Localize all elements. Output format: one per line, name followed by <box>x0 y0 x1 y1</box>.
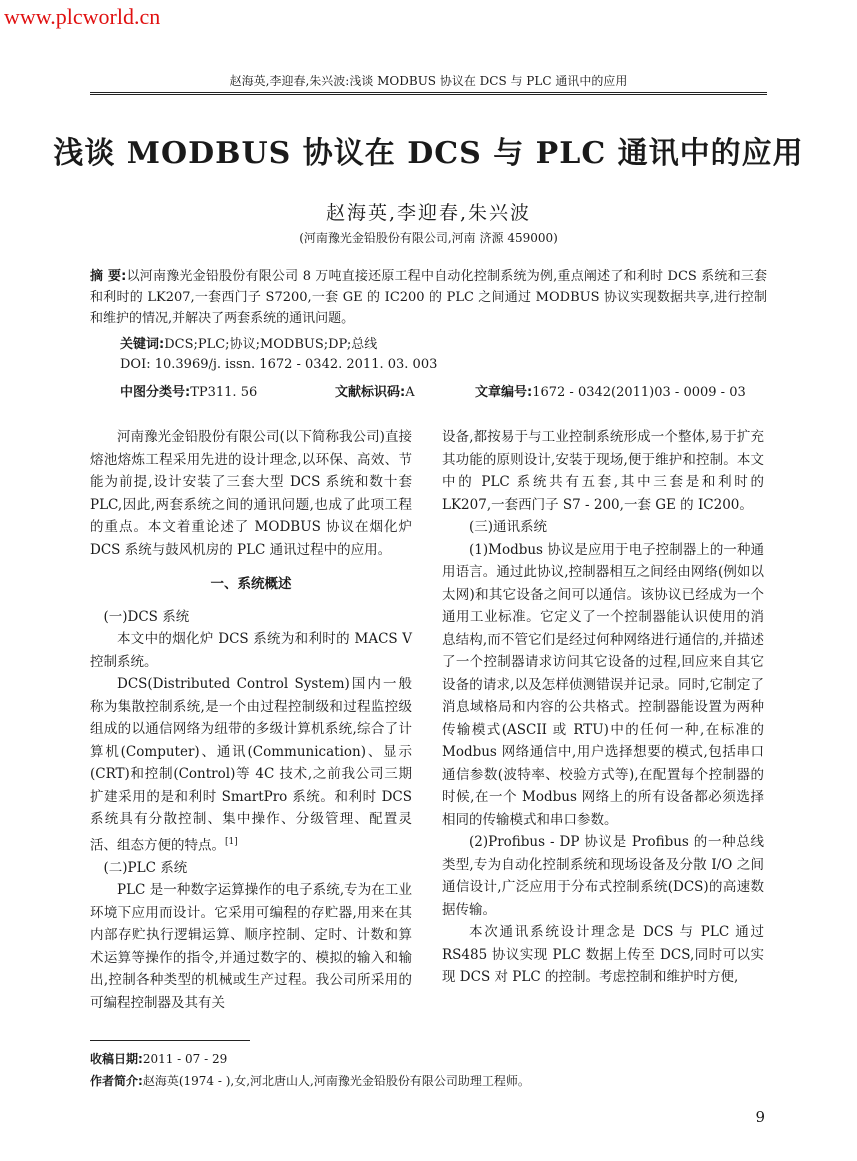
keywords-label: 关键词: <box>120 337 165 352</box>
page-number: 9 <box>755 1108 765 1126</box>
article-no-label: 文章编号: <box>475 385 533 400</box>
subsection-dcs: (一)DCS 系统 <box>103 608 190 625</box>
keywords <box>120 333 770 352</box>
clc-value: TP311. 56 <box>190 385 258 400</box>
paragraph: (2)Profibus - DP 协议是 Profibus 的一种总线类型,专为自动化控制系统和现场设备及分散 I/O 之间通信设计,广泛应用于分布式控制系统(DCS)的高速数据传输。 <box>442 834 764 918</box>
bio-value: 赵海英(1974 - ),女,河北唐山人,河南豫光金铅股份有限公司助理工程师。 <box>142 1074 530 1088</box>
received-label: 收稿日期: <box>90 1052 143 1066</box>
paragraph: 本文中的烟化炉 DCS 系统为和利时的 MACS V控制系统。 <box>90 631 412 670</box>
keywords-text: DCS;PLC;协议;MODBUS;DP;总线 <box>164 337 378 352</box>
paragraph: (1)Modbus 协议是应用于电子控制器上的一种通用语言。通过此协议,控制器相互之间经由网络(例如以太网)和其它设备之间可以通信。该协议已经成为一个通用工业标准。它定义了一个控制器能认识使用的消息结构,而不管它们是经过何种网络进行通信的,并描述了一个控制器请求访问其它设备的过程,回应来自其它设备的请求,以及怎样侦测错误并记录。同时,它制定了消息域格局和内容的公共格式。控制器能设置为两种传输模式(ASCII 或 RTU)中的任何一种,在标准的 Modbus 网络通信中,用户选择想要的模式,包括串口通信参数(波特率、校验方式等),在配置每个控制器的时候,在一个 Modbus 网络上的所有设备都必须选择相同的传输模式和串口参数。 <box>442 541 764 828</box>
paragraph: 本次通讯系统设计理念是 DCS 与 PLC 通过 RS485 协议实现 PLC 数据上传至 DCS,同时可以实现 DCS 对 PLC 的控制。考虑控制和维护时方便, <box>442 924 764 985</box>
intro-paragraph: 河南豫光金铅股份有限公司(以下简称我公司)直接熔池熔炼工程采用先进的设计理念,以环保、高效、节能为前提,设计安装了三套大型 DCS 系统和数十套 PLC,因此,两套系统之间的通讯问题,也成了此项工程的重点。本文着重论述了 MODBUS 协议在烟化炉 DCS 系统与鼓风机房的 PLC 通讯过程中的应用。 <box>90 429 412 558</box>
running-header: 赵海英,李迎春,朱兴波:浅谈 MODBUS 协议在 DCS 与 PLC 通讯中的应用 <box>90 72 767 93</box>
clc-label: 中图分类号: <box>120 385 191 400</box>
subsection-comm: (三)通讯系统 <box>469 519 548 535</box>
subsection-plc: (二)PLC 系统 <box>103 859 188 876</box>
paragraph <box>90 673 412 857</box>
author-bio <box>90 1072 530 1089</box>
abstract-label: 摘 要: <box>90 269 127 284</box>
abstract-text: 以河南豫光金铅股份有限公司 8 万吨直接还原工程中自动化控制系统为例,重点阐述了和利时 DCS 系统和三套和利时的 LK207,一套西门子 S7200,一套 GE 的 IC200 的 PLC 之间通过 MODBUS 协议实现数据共享,进行控制和维护的情况,并解决了两套系统的通讯问题。 <box>90 269 767 326</box>
paper-title: 浅谈 MODBUS 协议在 DCS 与 PLC 通讯中的应用 <box>53 136 804 171</box>
received-value: 2011 - 07 - 29 <box>142 1052 228 1066</box>
section-heading-1: 一、系统概述 <box>210 576 292 592</box>
doc-code-value: A <box>405 385 415 400</box>
article-no-value: 1672 - 0342(2011)03 - 0009 - 03 <box>532 385 746 400</box>
received-date <box>90 1050 227 1067</box>
footnote-rule <box>90 1040 250 1041</box>
watermark-url: www.plcworld.cn <box>4 4 161 29</box>
paragraph-text: DCS(Distributed Control System)国内一般称为集散控制系统,是一个由过程控制级和过程监控级组成的以通信网络为纽带的多级计算机系统,综合了计算机(Computer)、通讯(Communication)、显示(CRT)和控制(Control)等 4C 技术,之前我公司三期扩建采用的是和利时 SmartPro 系统。和利时 DCS 系统具有分散控制、集中操作、分级管理、配置灵活、组态方便的特点。 <box>90 676 412 853</box>
classification-line <box>120 381 770 400</box>
header-rule <box>90 94 767 95</box>
doc-code-label: 文献标识码: <box>335 385 406 400</box>
paragraph: PLC 是一种数字运算操作的电子系统,专为在工业环境下应用而设计。它采用可编程的存贮器,用来在其内部存贮执行逻辑运算、顺序控制、定时、计数和算术运算等操作的指令,并通过数字的、模拟的输入和输出,控制各种类型的机械或生产过程。我公司所采用的可编程控制器及其有关 <box>90 882 412 1011</box>
author-list: 赵海英,李迎春,朱兴波 <box>325 202 532 224</box>
affiliation: (河南豫光金铅股份有限公司,河南 济源 459000) <box>299 231 558 245</box>
right-column <box>442 426 764 989</box>
left-column <box>90 426 412 1014</box>
paragraph: 设备,都按易于与工业控制系统形成一个整体,易于扩充其功能的原则设计,安装于现场,便于维护和控制。本文中的 PLC 系统共有五套,其中三套是和利时的 LK207,一套西门子 S7 - 200,一套 GE 的 IC200。 <box>442 429 764 513</box>
abstract <box>90 266 767 329</box>
bio-label: 作者简介: <box>90 1074 143 1088</box>
citation-ref: [1] <box>225 836 238 847</box>
doi: DOI: 10.3969/j. issn. 1672 - 0342. 2011. 03. 003 <box>120 357 438 372</box>
